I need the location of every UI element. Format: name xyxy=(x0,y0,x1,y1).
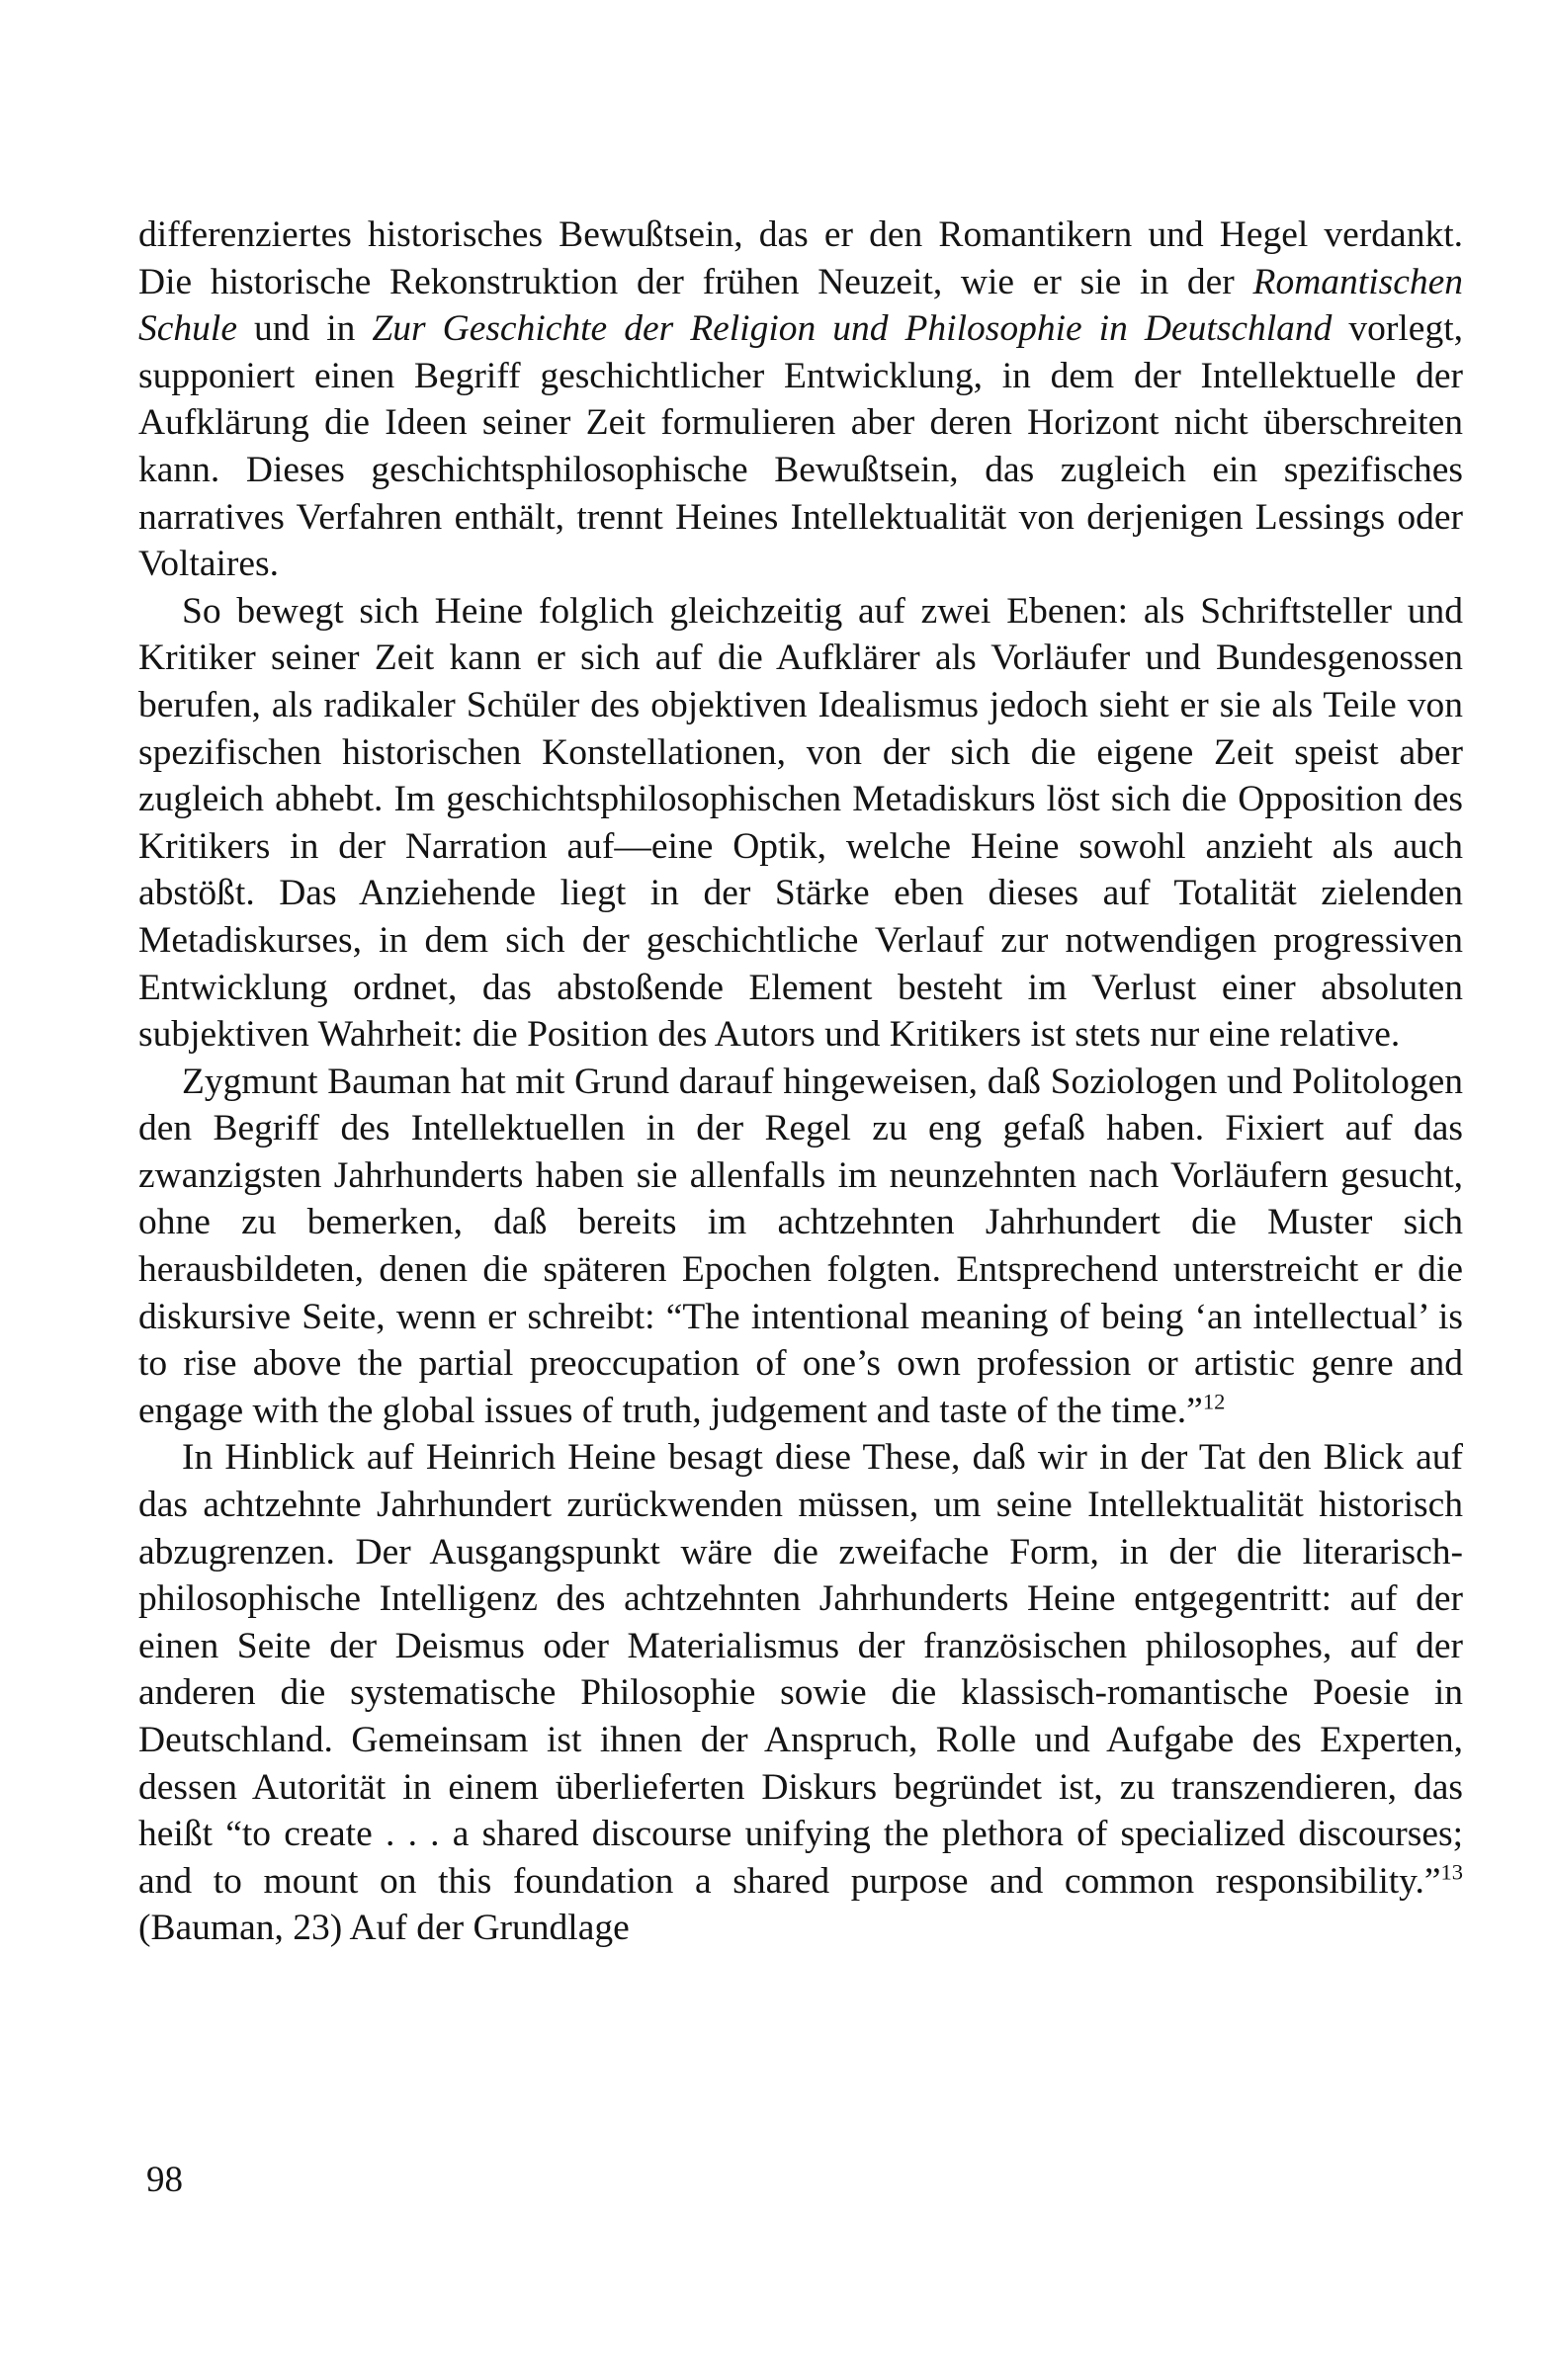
book-title-romantische-schule: Romantischen Schule xyxy=(138,261,1463,350)
book-title-zur-geschichte: Zur Geschichte der Religion und Philosophie in Deutschland xyxy=(372,308,1333,350)
page-number: 98 xyxy=(146,2160,183,2200)
paragraph-4-tail: (Bauman, 23) Auf der Grundlage xyxy=(138,1908,630,1949)
paragraph-2-text: So bewegt sich Heine folglich gleichzeitig auf zwei Ebenen: als Schriftsteller und Kritiker seiner Zeit kann er sich auf die Aufklärer als Vorläufer und Bundesgenossen berufen, als radikaler Schüler des objektiven Idealismus jedoch sieht er sie als Teile von spezifischen historischen Konstellationen, von der sich die eigene Zeit speist aber zugleich abhebt. Im geschichtsphilosophischen Metadiskurs löst sich die Opposition des Kritikers in der Narration auf—eine Optik, welche Heine sowohl anzieht als auch abstößt. Das Anziehende liegt in der Stärke eben dieses auf Totalität zielenden Metadiskurses, in dem sich der geschichtliche Verlauf zur notwendigen progressiven Entwicklung ordnet, das abstoßende Element besteht im Verlust einer absoluten subjektiven Wahrheit: die Position des Autors und Kritikers ist stets nur eine relative. xyxy=(138,590,1463,1056)
paragraph-1 xyxy=(138,212,1463,588)
paragraph-2 xyxy=(138,588,1463,1059)
footnote-marker-13: 13 xyxy=(1440,1859,1463,1885)
body-text xyxy=(138,212,1463,1952)
paragraph-4-text: In Hinblick auf Heinrich Heine besagt diese These, daß wir in der Tat den Blick auf das achtzehnte Jahrhundert zurückwenden müssen, um seine Intellektualität historisch abzugrenzen. Der Ausgangspunkt wäre die zweifache Form, in der die literarisch-philosophische Intelligenz des achtzehnten Jahrhunderts Heine entgegentritt: auf der einen Seite der Deismus oder Materialismus der französischen philosophes, auf der anderen die systematische Philosophie sowie die klassisch-romantische Poesie in Deutschland. Gemeinsam ist ihnen der Anspruch, Rolle und Aufgabe des Experten, dessen Autorität in einem überlieferten Diskurs begründet ist, zu transzendieren, das heißt “to create . . . a shared discourse unifying the plethora of specialized discourses; and to mount on this foundation a shared purpose and common responsibility.” xyxy=(138,1437,1463,1902)
paragraph-1-text-c: vorlegt, supponiert einen Begriff geschichtlicher Entwicklung, in dem der Intellektuelle der Aufklärung die Ideen seiner Zeit formulieren aber deren Horizont nicht überschreiten kann. Dieses geschichtsphilosophische Bewußtsein, das zugleich ein spezifisches narratives Verfahren enthält, trennt Heines Intellektualität von derjenigen Lessings oder Voltaires. xyxy=(138,308,1463,585)
paragraph-1-text-b: und in xyxy=(236,308,373,350)
paragraph-3-text: Zygmunt Bauman hat mit Grund darauf hingeweisen, daß Soziologen und Politologen den Begriff des Intellektuellen in der Regel zu eng gefaß haben. Fixiert auf das zwanzigsten Jahrhunderts haben sie allenfalls im neunzehnten nach Vorläufern gesucht, ohne zu bemerken, daß bereits im achtzehnten Jahrhundert die Muster sich herausbildeten, denen die späteren Epochen folgten. Entsprechend unterstreicht er die diskursive Seite, wenn er schreibt: “The intentional meaning of being ‘an intellectual’ is to rise above the partial preoccupation of one’s own profession or artistic genre and engage with the global issues of truth, judgement and taste of the time.” xyxy=(138,1061,1463,1431)
paragraph-1-text-a: differenziertes historisches Bewußtsein, das er den Romantikern und Hegel verdankt. Die historische Rekonstruktion der frühen Neuzeit, wie er sie in der xyxy=(138,214,1463,302)
paragraph-4 xyxy=(138,1434,1463,1952)
paragraph-3 xyxy=(138,1059,1463,1435)
footnote-marker-12: 12 xyxy=(1202,1389,1226,1414)
